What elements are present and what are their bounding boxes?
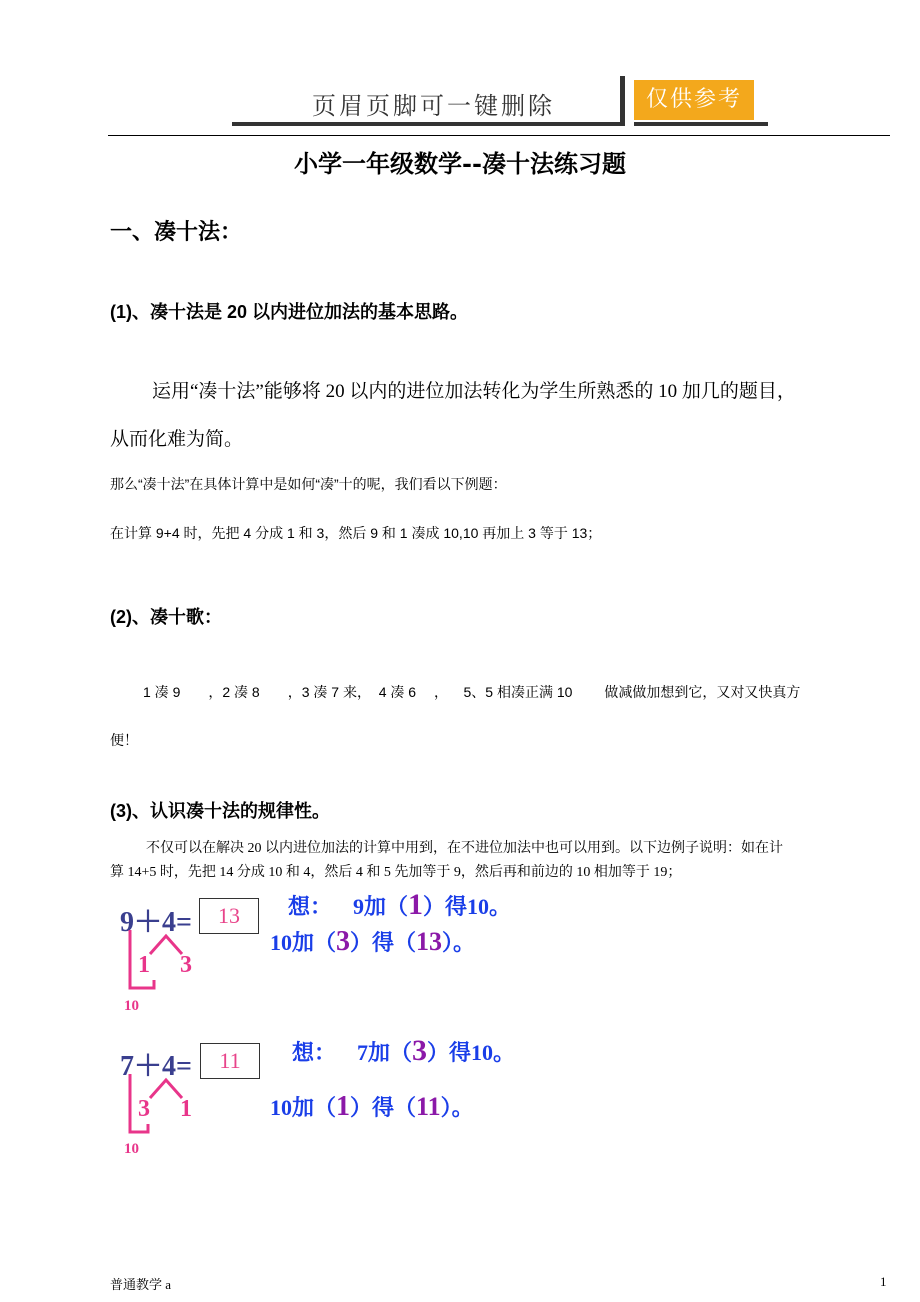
split-lines <box>150 1080 182 1098</box>
line2-fill: 3 <box>336 926 351 957</box>
part3-paragraph-line1: 不仅可以在解决 20 以内进位加法的计算中用到，在不进位加法中也可以用到。以下边例子说明：如在计 <box>146 841 783 856</box>
part2-heading: (2)、凑十歌： <box>110 607 222 627</box>
line2-text-a: 10加（ <box>270 930 337 955</box>
line1-text-b: ）得10。 <box>423 894 512 919</box>
part1-paragraph-line1: 运用“凑十法”能够将 20 以内的进位加法转化为学生所熟悉的 10 加几的题目， <box>152 381 796 402</box>
line2-fill2: 11 <box>416 1092 441 1121</box>
split-right: 1 <box>180 1096 192 1122</box>
think-line-1 <box>292 1034 515 1068</box>
line2-text-c: ）。 <box>440 1095 474 1120</box>
split-left: 1 <box>138 952 150 978</box>
think-line-1 <box>288 888 511 922</box>
ten-label: 10 <box>124 998 139 1014</box>
badge-underline <box>634 122 768 126</box>
part1-heading: (1)、凑十法是 20 以内进位加法的基本思路。 <box>110 302 469 322</box>
line1-fill: 3 <box>412 1034 428 1067</box>
page-number: 1 <box>880 1274 887 1289</box>
answer-box: 11 <box>200 1043 260 1079</box>
line2-text-b: ）得（ <box>350 930 417 955</box>
line2-fill: 1 <box>336 1091 351 1122</box>
header-underline <box>232 122 622 126</box>
header-divider <box>620 76 625 126</box>
answer-box: 13 <box>199 898 259 934</box>
header-rule <box>108 135 890 136</box>
equation: 7＋4= <box>120 1051 192 1082</box>
think-line-2 <box>270 1091 474 1123</box>
song-line1: 1 凑 9 ，2 凑 8 ，3 凑 7 来， 4 凑 6 ， 5、5 相凑正满 10 做减做加想到它，又对又快真方 <box>143 684 801 700</box>
header-text: 页眉页脚可一键删除 <box>312 92 555 120</box>
line1-fill: 1 <box>408 888 424 921</box>
ten-label: 10 <box>124 1141 139 1157</box>
part1-note1: 那么“凑十法”在具体计算中是如何“凑”十的呢，我们看以下例题： <box>110 476 507 492</box>
line2-fill2: 13 <box>416 927 443 956</box>
document-title: 小学一年级数学--凑十法练习题 <box>294 149 626 178</box>
line1-text-a: 9加（ <box>353 894 409 919</box>
part1-note2: 在计算 9+4 时，先把 4 分成 1 和 3，然后 9 和 1 凑成 10,10 再加上 3 等于 13； <box>110 525 602 541</box>
line2-text-b: ）得（ <box>350 1095 417 1120</box>
footer-left: 普通教学 a <box>110 1277 172 1292</box>
line2-text-a: 10加（ <box>270 1095 337 1120</box>
part3-heading: (3)、认识凑十法的规律性。 <box>110 801 330 821</box>
split-left: 3 <box>138 1096 150 1122</box>
split-right: 3 <box>180 952 192 978</box>
line1-text-b: ）得10。 <box>427 1040 516 1065</box>
reference-badge: 仅供参考 <box>634 80 754 120</box>
equation: 9＋4= <box>120 907 192 938</box>
think-label: 想： <box>292 1040 337 1065</box>
split-lines <box>150 936 182 954</box>
line1-text-a: 7加（ <box>357 1040 413 1065</box>
song-line2: 便！ <box>110 732 138 748</box>
line2-text-c: ）。 <box>442 930 476 955</box>
section-heading: 一、凑十法： <box>110 219 243 245</box>
think-line-2 <box>270 926 475 958</box>
think-label: 想： <box>288 894 333 919</box>
part3-paragraph-line2: 算 14+5 时，先把 14 分成 10 和 4，然后 4 和 5 先加等于 9，然后再和前边的 10 相加等于 19； <box>110 865 682 880</box>
part1-paragraph-line2: 从而化难为简。 <box>110 429 244 450</box>
